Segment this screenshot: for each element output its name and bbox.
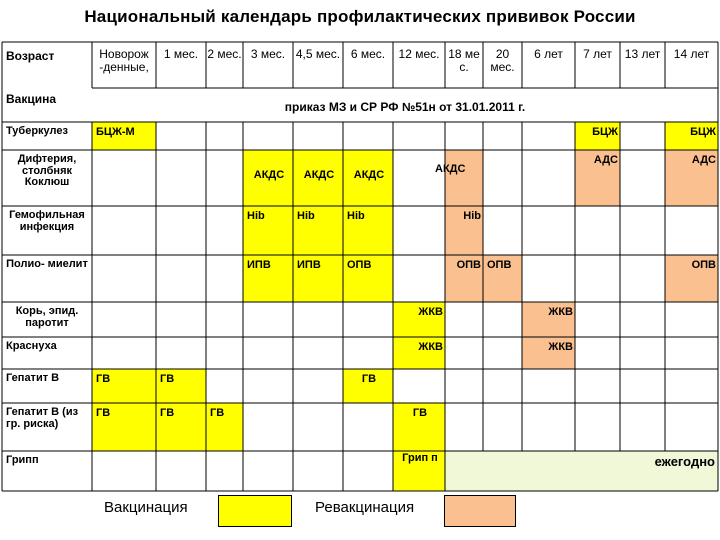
vaccine-cell: ИПВ: [247, 259, 271, 271]
column-header: 14 лет: [673, 47, 710, 61]
vaccine-cell: ОПВ: [456, 259, 481, 271]
column-header: 4,5 мес.: [295, 47, 341, 61]
column-header: 6 мес.: [350, 47, 386, 61]
vaccine-cell: ЖКВ: [418, 306, 443, 318]
column-header: 7 лет: [583, 47, 612, 61]
vaccine-cell: Hib: [463, 210, 481, 222]
vaccine-cell: Hib: [297, 210, 315, 222]
vaccine-cell: ОПВ: [347, 259, 372, 271]
vaccine-cell: ЖКВ: [548, 341, 573, 353]
vaccine-cell: БЦЖ: [592, 126, 618, 138]
page-title: Национальный календарь профилактических прививок России: [84, 7, 636, 26]
column-header: 1 мес.: [163, 47, 199, 61]
row-label: Гепатит В: [6, 372, 60, 384]
column-header: 18 ме с.: [448, 47, 480, 74]
vaccine-cell: ГВ: [361, 373, 377, 385]
column-header: 2 мес.: [207, 47, 242, 61]
vaccine-cell: АКДС: [253, 169, 285, 181]
order-note: приказ МЗ и СР РФ №51н от 31.01.2011 г.: [284, 100, 526, 114]
column-header: 3 мес.: [250, 47, 286, 61]
row-label: Гемофильная инфекция: [9, 209, 85, 233]
cell-fill: [445, 150, 483, 206]
vaccine-cell: ГВ: [160, 373, 175, 385]
column-header: 13 лет: [624, 47, 661, 61]
vaccine-cell: ИПВ: [297, 259, 321, 271]
vaccine-cell: Hib: [247, 210, 265, 222]
vaccine-cell: АКДС: [435, 163, 466, 175]
row-label: Грипп: [6, 454, 39, 466]
row-label: Корь, эпид. паротит: [15, 305, 79, 329]
row-label: Дифтерия, столбняк Коклюш: [17, 153, 77, 189]
row-label: Краснуха: [6, 340, 57, 352]
vaccine-cell: Hib: [347, 210, 365, 222]
vaccine-cell: ГВ: [96, 373, 111, 385]
vaccine-cell: ГВ: [160, 407, 175, 419]
row-label: Гепатит В (из гр. риска): [6, 406, 79, 430]
legend-revaccination-label: Ревакцинация: [315, 499, 415, 516]
vaccine-cell: ОПВ: [487, 259, 512, 271]
vaccine-cell: ГВ: [210, 407, 225, 419]
column-header: 6 лет: [534, 47, 563, 61]
vaccine-cell: АДС: [691, 154, 716, 166]
legend-vaccination-label: Вакцинация: [104, 499, 188, 516]
vaccine-cell: Грип п: [402, 452, 438, 464]
vaccine-cell: ежегодно: [654, 454, 715, 469]
vaccine-cell: ЖКВ: [548, 306, 573, 318]
row-label: Туберкулез: [6, 125, 68, 137]
legend-vaccination-swatch: [218, 495, 292, 527]
age-label: Возраст: [6, 49, 55, 63]
vaccine-cell: БЦЖ: [690, 126, 716, 138]
vaccine-cell: ОПВ: [691, 259, 716, 271]
legend-revaccination-swatch: [444, 495, 516, 527]
vaccine-cell: ГВ: [96, 407, 111, 419]
vaccine-cell: АКДС: [303, 169, 335, 181]
vaccine-cell: БЦЖ-М: [96, 126, 135, 138]
column-header: 20 мес.: [490, 47, 515, 74]
column-header: Новорож -денные,: [99, 47, 149, 74]
vaccine-cell: ЖКВ: [418, 341, 443, 353]
vaccine-cell: АКДС: [353, 169, 385, 181]
vaccine-label: Вакцина: [6, 92, 57, 106]
vaccine-cell: АДС: [593, 154, 618, 166]
row-label: Полио- миелит: [6, 258, 88, 270]
vaccine-cell: ГВ: [412, 407, 428, 419]
column-header: 12 мес.: [398, 47, 440, 61]
